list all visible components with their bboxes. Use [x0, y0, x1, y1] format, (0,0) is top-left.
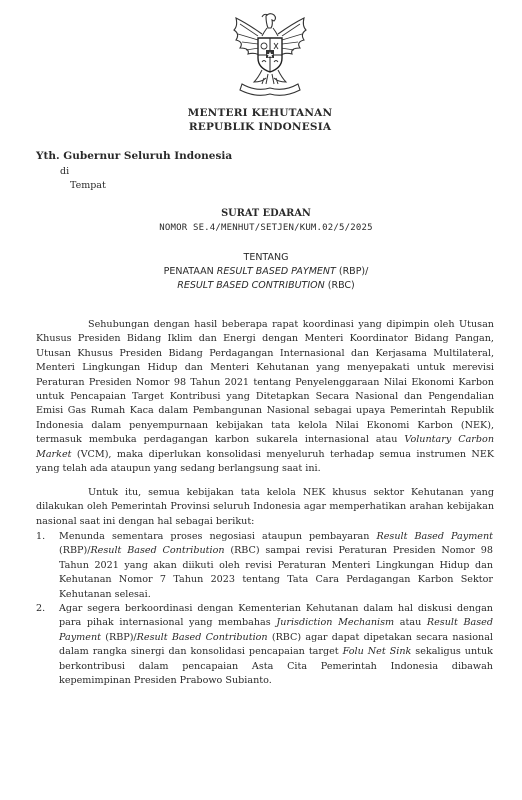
country-name: REPUBLIK INDONESIA — [188, 121, 332, 133]
subject-line-1: PENATAAN RESULT BASED PAYMENT (RBP)/ — [163, 266, 369, 277]
recipient: Yth. Gubernur Seluruh Indonesia — [36, 150, 233, 162]
recipient-place: Tempat — [70, 180, 106, 191]
list-number: 1. — [36, 531, 46, 542]
subject-line-2: RESULT BASED CONTRIBUTION (RBC) — [177, 280, 355, 291]
garuda-pancasila-emblem — [228, 12, 312, 98]
list-item-text: Menunda sementara proses negosiasi ataupun pembayaran Result Based Payment (RBP)/Result Based Contribution (RBC) sampai revisi Peraturan Presiden Nomor 98 Tahun 2021 yang akan diikuti oleh revisi Peraturan Menteri Lingkungan Hidup dan Kehutanan Nomor 7 Tahun 2023 tentang Tata Cara Perdagangan Karbon Sektor Kehutanan selesai. — [59, 531, 494, 600]
document-number: NOMOR SE.4/MENHUT/SETJEN/KUM.02/5/2025 — [159, 223, 373, 233]
paragraph-directive: Untuk itu, semua kebijakan tata kelola NEK khusus sektor Kehutanan yang dilakukan oleh Pemerintah Provinsi seluruh Indonesia agar memperhatikan arahan kebijakan nasional saat ini dengan hal sebagai berikut: — [36, 487, 494, 527]
list-item-text: Agar segera berkoordinasi dengan Kementerian Kehutanan dalam hal diskusi dengan para pihak internasional yang membahas Jurisdiction Mechanism atau Result Based Payment (RBP)/Result Based Contribution (RBC) agar dapat dipetakan secara nasional dalam rangka sinergi dan konsolidasi pencapaian target Folu Net Sink sekaligus untuk berkontribusi dalam pencapaian Asta Cita Pemerintah Indonesia dibawah kepemimpinan Presiden Prabowo Subianto. — [59, 603, 493, 687]
tentang-label: TENTANG — [243, 252, 289, 263]
list-number: 2. — [36, 603, 46, 614]
paragraph-intro: Sehubungan dengan hasil beberapa rapat koordinasi yang dipimpin oleh Utusan Khusus Presiden Bidang Iklim dan Energi dengan Menteri Koordinator Bidang Pangan, Utusan Khusus Presiden Bidang Perdagangan Internasional dan Kerjasama Multilateral, Menteri Lingkungan Hidup dan Menteri Kehutanan yang menyepakati untuk merevisi Peraturan Presiden Nomor 98 Tahun 2021 tentang Penyelenggaraan Nilai Ekonomi Karbon untuk Pencapaian Target Kontribusi yang Ditetapkan Secara Nasional dan Pengendalian Emisi Gas Rumah Kaca dalam Pembangunan Nasional sebagai upaya Pemerintah Republik Indonesia dalam penyempurnaan kebijakan tata kelola Nilai Ekonomi Karbon (NEK), termasuk membuka perdagangan karbon sukarela internasional atau Voluntary Carbon Market (VCM), maka diperlukan konsolidasi menyeluruh terhadap semua instrumen NEK yang telah ada ataupun yang sedang berlangsung saat ini. — [36, 319, 494, 475]
document-title: SURAT EDARAN — [221, 208, 311, 219]
ministry-name: MENTERI KEHUTANAN — [187, 107, 333, 119]
recipient-di: di — [60, 166, 70, 177]
